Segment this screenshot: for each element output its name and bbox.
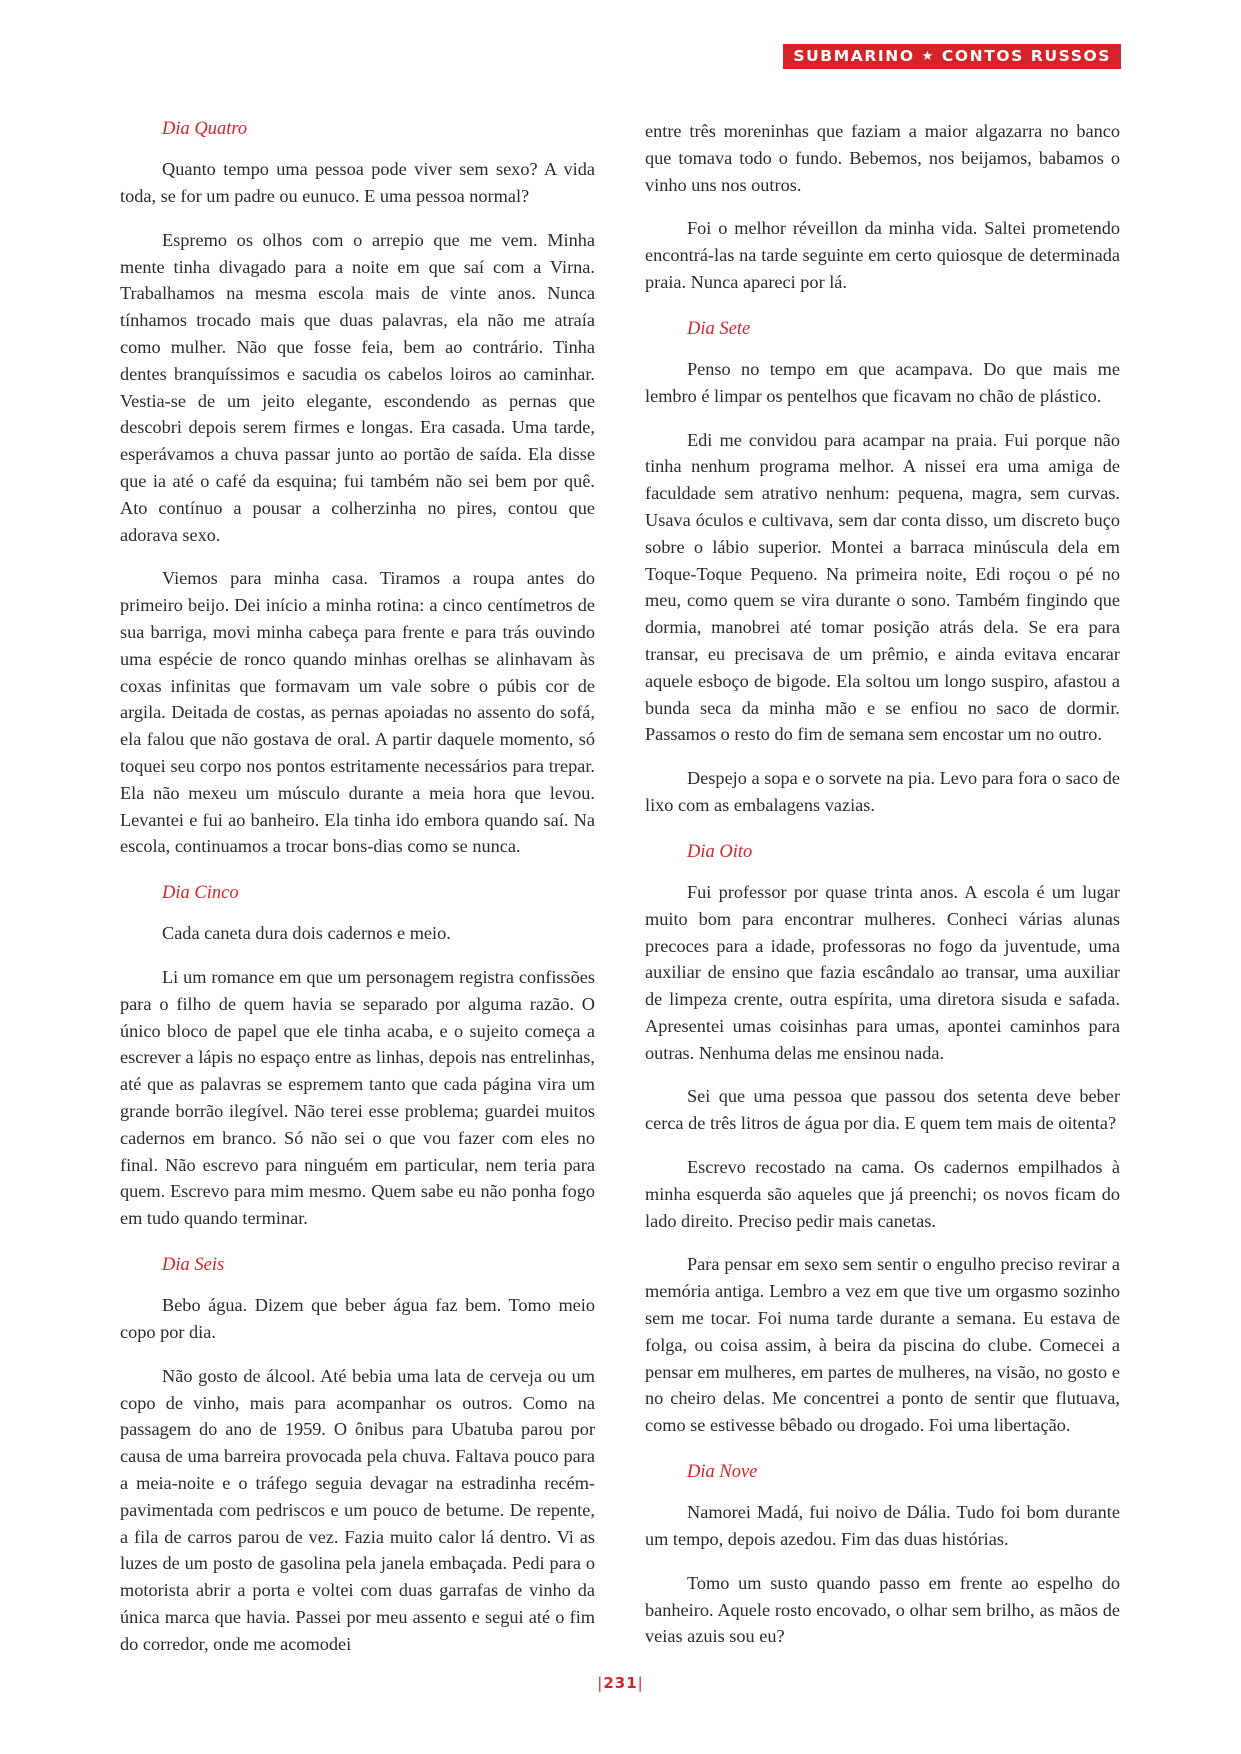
paragraph: Edi me convidou para acampar na praia. Fui porque não tinha nenhum programa melhor. A nissei era uma amiga de faculdade sem atrativo nenhum: pequena, magra, sem curvas. Usava óculos e cultivava, sem dar conta disso, um discreto buço sobre o lábio superior. Montei a barraca minúscula dela em Toque-Toque Pequeno. Na primeira noite, Edi roçou o pé no meu, como quem se vira durante o sono. Também fingindo que dormia, manobrei até tomar posição atrás dela. Se era para transar, eu precisava de um prêmio, e ainda evitava encarar aquele esboço de bigode. Ela soltou um longo suspiro, afastou a bunda seca da minha mão e se enfiou no saco de dormir. Passamos o resto do fim de semana sem encostar um no outro. — [645, 429, 1120, 745]
heading-dia-sete: Dia Sete — [687, 318, 751, 339]
paragraph-continuation: entre três moreninhas que faziam a maior algazarra no banco que tomava todo o fundo. Bebemos, nos beijamos, babamos o vinho uns nos outros. — [645, 121, 1120, 195]
page-footer — [0, 1674, 1241, 1692]
heading-dia-seis: Dia Seis — [162, 1255, 225, 1276]
paragraph: Foi o melhor réveillon da minha vida. Saltei prometendo encontrá-las na tarde seguinte em certo quiosque de determinada praia. Nunca apareci por lá. — [645, 218, 1120, 292]
heading-dia-quatro: Dia Quatro — [162, 119, 248, 139]
page-number: 231 — [603, 1674, 638, 1692]
paragraph: Espremo os olhos com o arrepio que me vem. Minha mente tinha divagado para a noite em que saí com a Virna. Trabalhamos na mesma escola mais de vinte anos. Nunca tínhamos trocado mais que duas palavras, ela não me atraía como mulher. Não que fosse feia, bem ao contrário. Tinha dentes branquíssimos e sacudia os cabelos loiros ao caminhar. Vestia-se de um jeito elegante, escondendo as pernas que descobri depois serem firmes e longas. Era casada. Uma tarde, esperávamos a chuva passar junto ao portão de saída. Ela disse que ia até o café da esquina; fui também não sei bem por quê. Ato contínuo a pousar a colherzinha no pires, contou que adorava sexo. — [120, 229, 595, 545]
star-icon: ★ — [921, 49, 935, 65]
paragraph: Cada caneta dura dois cadernos e meio. — [162, 923, 451, 944]
body-columns — [120, 118, 1121, 1658]
header-badge — [783, 44, 1121, 69]
paragraph: Namorei Madá, fui noivo de Dália. Tudo foi bom durante um tempo, depois azedou. Fim das duas histórias. — [645, 1502, 1120, 1550]
paragraph: Não gosto de álcool. Até bebia uma lata de cerveja ou um copo de vinho, mais para acompanhar os outros. Como na passagem do ano de 1959. O ônibus para Ubatuba parou por causa de uma barreira provocada pela chuva. Faltava pouco para a meia-noite e o tráfego seguia devagar na estradinha recém-pavimentada com pedriscos e um pouco de betume. De repente, a fila de carros parou de vez. Fazia muito calor lá dentro. Vi as luzes de um posto de gasolina pela janela embaçada. Pedi para o motorista abrir a porta e voltei com duas garrafas de vinho da única marca que havia. Passei por meu assento e segui até o fim do corredor, onde me acomodei — [120, 1365, 595, 1654]
left-column — [120, 118, 595, 1658]
brand-label: SUBMARINO — [793, 47, 915, 65]
section-label: CONTOS RUSSOS — [941, 47, 1111, 65]
paragraph: Para pensar em sexo sem sentir o engulho preciso revirar a memória antiga. Lembro a vez em que tive um orgasmo sozinho sem me tocar. Foi numa tarde durante a semana. Eu estava de folga, ou coisa assim, à beira da piscina do clube. Comecei a pensar em mulheres, em partes de mulheres, na visão, no gosto e no cheiro delas. Me concentrei a ponto de sentir que flutuava, como se estivesse bêbado ou drogado. Foi uma libertação. — [645, 1254, 1120, 1436]
heading-dia-oito: Dia Oito — [687, 841, 753, 862]
paragraph: Bebo água. Dizem que beber água faz bem. Tomo meio copo por dia. — [120, 1295, 595, 1343]
paragraph: Tomo um susto quando passo em frente ao espelho do banheiro. Aquele rosto encovado, o olhar sem brilho, as mãos de veias azuis sou eu? — [645, 1572, 1120, 1647]
paragraph: Li um romance em que um personagem registra confissões para o filho de quem havia se separado por alguma razão. O único bloco de papel que ele tinha acaba, e o sujeito começa a escrever a lápis no espaço entre as linhas, depois nas entrelinhas, até que as palavras se espremem tanto que cada página vira um grande borrão ilegível. Não terei esse problema; guardei muitos cadernos em branco. Só não sei o que vou fazer com eles no final. Não escrevo para ninguém em particular, nem teria para quem. Escrevo para mim mesmo. Quem sabe eu não ponha fogo em tudo quando terminar. — [120, 967, 595, 1229]
paragraph: Penso no tempo em que acampava. Do que mais me lembro é limpar os pentelhos que ficavam no chão de plástico. — [645, 358, 1120, 406]
right-column — [645, 118, 1120, 1658]
paragraph: Despejo a sopa e o sorvete na pia. Levo para fora o saco de lixo com as embalagens vazias. — [645, 768, 1120, 815]
heading-dia-nove: Dia Nove — [687, 1462, 758, 1483]
heading-dia-cinco: Dia Cinco — [162, 883, 239, 904]
paragraph: Escrevo recostado na cama. Os cadernos empilhados à minha esquerda são aqueles que já preenchi; os novos ficam do lado direito. Preciso pedir mais canetas. — [645, 1157, 1120, 1231]
paragraph: Quanto tempo uma pessoa pode viver sem sexo? A vida toda, se for um padre ou eunuco. E uma pessoa normal? — [120, 159, 595, 206]
page-header — [783, 44, 1121, 69]
footer-bar-left: | — [597, 1674, 604, 1692]
paragraph: Fui professor por quase trinta anos. A escola é um lugar muito bom para encontrar mulheres. Conheci várias alunas precoces para a idade, professoras no fogo da juventude, uma auxiliar de ensino que fazia escândalo ao transar, uma auxiliar de limpeza crente, outra espírita, uma diretora sisuda e safada. Apresentei umas coisinhas para umas, apontei caminhos para outras. Nenhuma delas me ensinou nada. — [645, 881, 1120, 1063]
paragraph: Viemos para minha casa. Tiramos a roupa antes do primeiro beijo. Dei início a minha rotina: a cinco centímetros de sua barriga, movi minha cabeça para frente e para trás ouvindo uma espécie de ronco quando minhas orelhas se alinhavam às coxas infinitas que formavam um vale sobre o púbis cor de argila. Deitada de costas, as pernas apoiadas no assento do sofá, ela falou que não gostava de oral. A partir daquele momento, só toquei seu corpo nos pontos estritamente necessários para trepar. Ela não mexeu um músculo durante a meia hora que levou. Levantei e fui ao banheiro. Ela tinha ido embora quando saí. Na escola, continuamos a trocar bons-dias como se nunca. — [120, 568, 595, 857]
paragraph: Sei que uma pessoa que passou dos setenta deve beber cerca de três litros de água por dia. E quem tem mais de oitenta? — [645, 1086, 1120, 1134]
footer-bar-right: | — [637, 1674, 644, 1692]
